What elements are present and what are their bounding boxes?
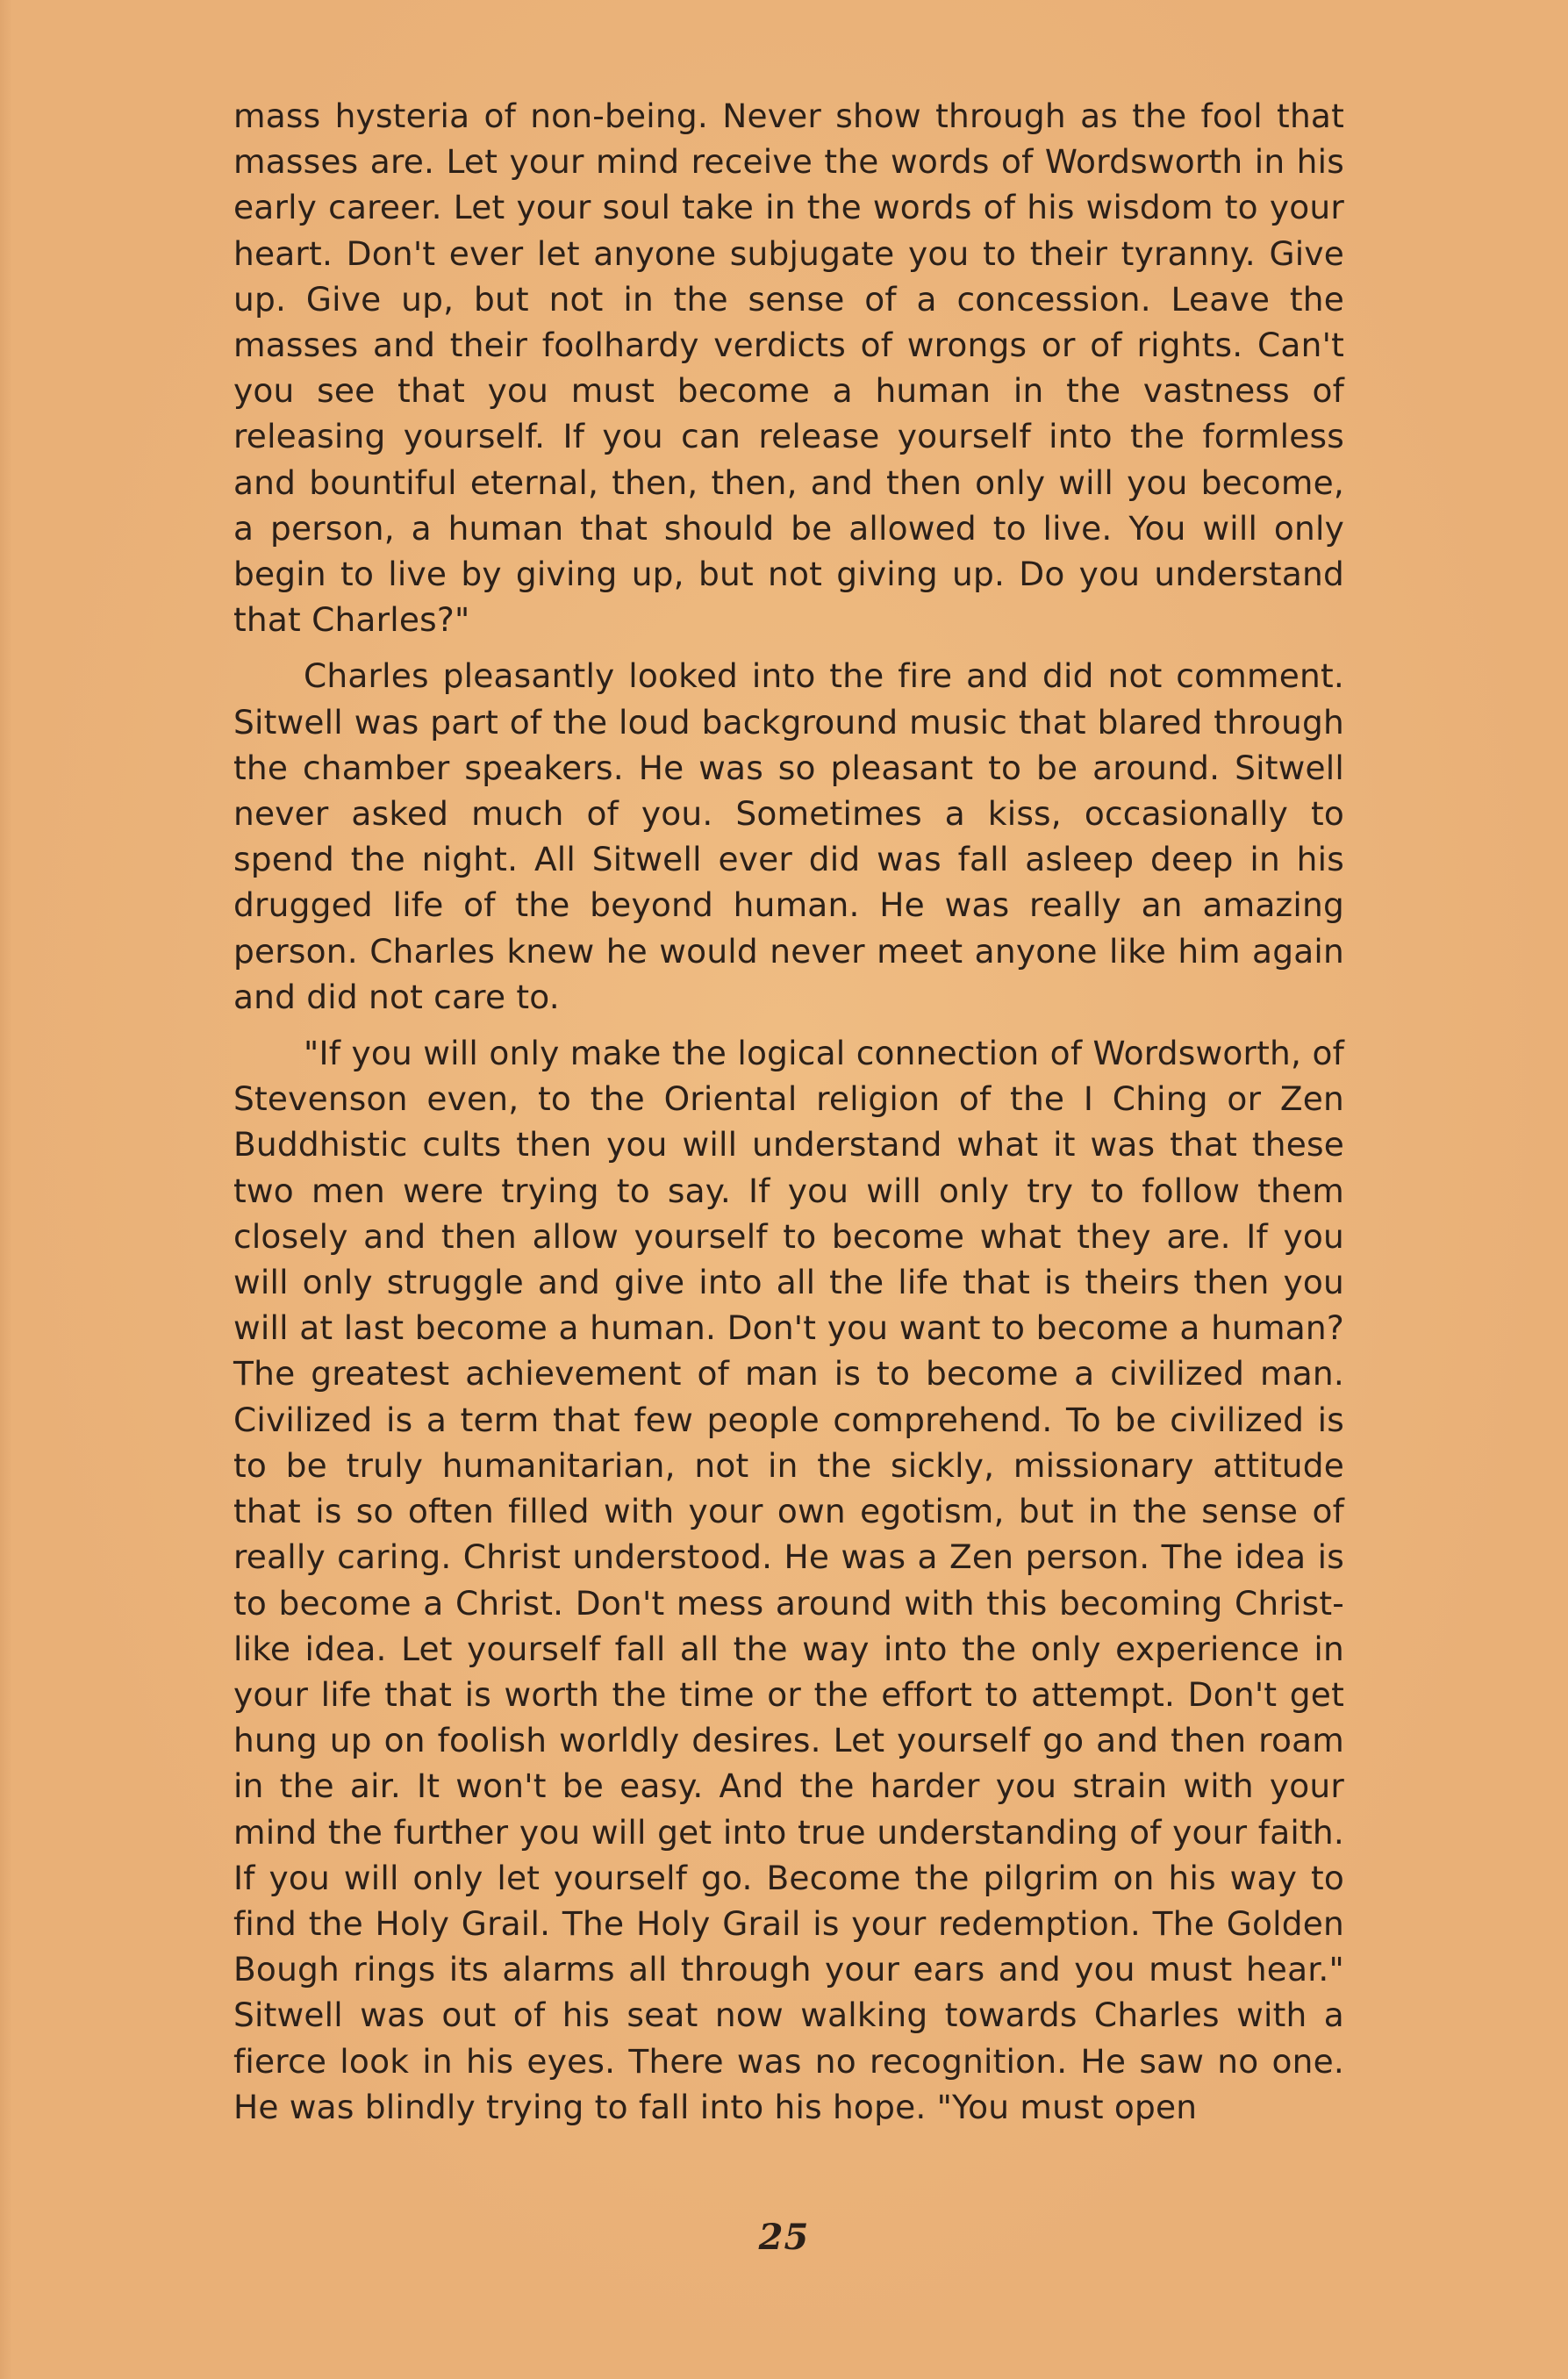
body-text [233, 93, 1344, 2140]
paragraph-charles: Charles pleasantly looked into the fire and did not comment. Sitwell was part of the loud background music that blared through the chamber speakers. He was so pleasant to be around. Sitwell never asked much of you. Sometimes a kiss, occasionally to spend the night. All Sitwell ever did was fall asleep deep in his drugged life of the beyond human. He was really an amazing person. Charles knew he would never meet anyone like him again and did not care to. [233, 656, 1344, 1016]
page-number: 25 [758, 2217, 810, 2258]
paragraph-sitwell-speech: "If you will only make the logical connection of Wordsworth, of Stevenson even, to the Oriental religion of the I Ching or Zen Buddhistic cults then you will understand what it was that these two men were trying to say. If you will only try to follow them closely and then allow yourself to become what they are. If you will only struggle and give into all the life that is theirs then you will at last become a human. Don't you want to become a human? The greatest achievement of man is to become a civilized man. Civilized is a term that few people comprehend. To be civilized is to be truly humanitarian, not in the sickly, missionary attitude that is so often filled with your own egotism, but in the sense of really caring. Christ understood. He was a Zen person. The idea is to become a Christ. Don't mess around with this becoming Christ-like idea. Let yourself fall all the way into the only experience in your life that is worth the time or the effort to attempt. Don't get hung up on foolish worldly desires. Let yourself go and then roam in the air. It won't be easy. And the harder you strain with your mind the further you will get into true understanding of your faith. If you will only let yourself go. Become the pilgrim on his way to find the Holy Grail. The Holy Grail is your redemption. The Golden Bough rings its alarms all through your ears and you must hear." Sitwell was out of his seat now walking towards Charles with a fierce look in his eyes. There was no recognition. He saw no one. He was blindly trying to fall into his hope. "You must open [233, 1034, 1344, 2126]
paragraph-continued: mass hysteria of non-being. Never show through as the fool that masses are. Let your mind receive the words of Wordsworth in his early career. Let your soul take in the words of his wisdom to your heart. Don't ever let anyone subjugate you to their tyranny. Give up. Give up, but not in the sense of a concession. Leave the masses and their foolhardy verdicts of wrongs or of rights. Can't you see that you must become a human in the vastness of releasing yourself. If you can release yourself into the formless and bountiful eternal, then, then, and then only will you become, a person, a human that should be allowed to live. You will only begin to live by giving up, but not giving up. Do you understand that Charles?" [233, 97, 1344, 640]
